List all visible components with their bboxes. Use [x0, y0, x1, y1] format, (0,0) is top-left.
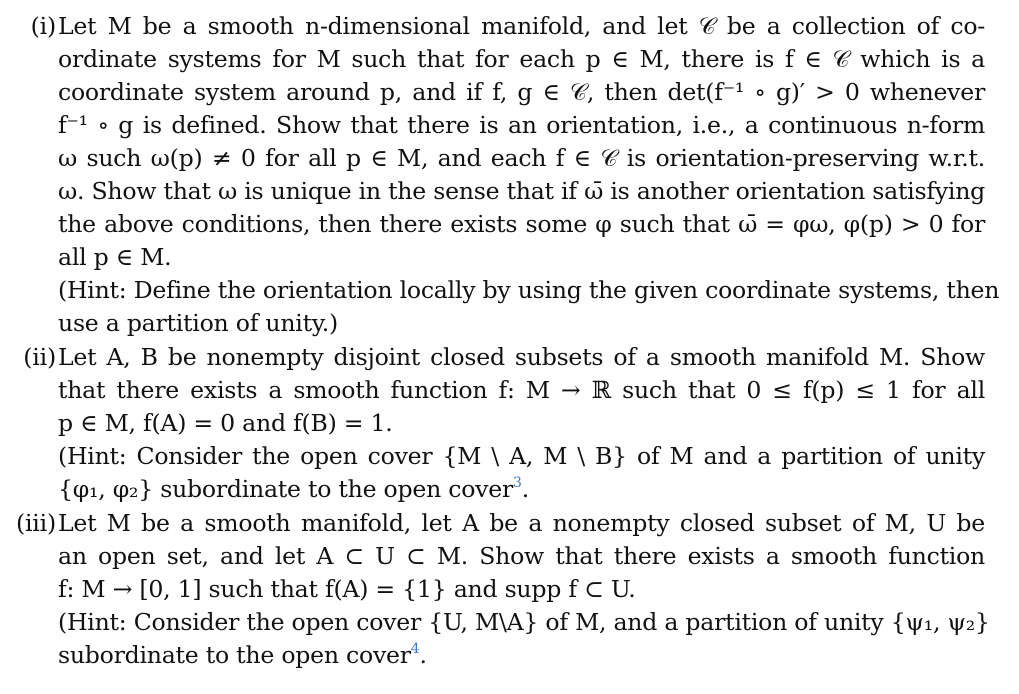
problem-text: ω such ω(p) ≠ 0 for all p ∈ M, and each f ∈ 𝒞 is orientation-preserving w.r.t. [58, 144, 985, 172]
problem-text: p ∈ M, f(A) = 0 and f(B) = 1. [58, 409, 393, 437]
problem-text-line [58, 407, 985, 440]
problem-text: (Hint: Consider the open cover {U, M\A} of M, and a partition of unity {ψ₁, ψ₂} [58, 608, 990, 636]
problem-text-line [58, 109, 985, 142]
problem-text-line [58, 440, 985, 473]
problem-text: f: M → [0, 1] such that f(A) = {1} and supp f ⊂ U. [58, 575, 636, 603]
problem-item [0, 341, 1019, 506]
problem-text: coordinate system around p, and if f, g ∈ 𝒞, then det(f⁻¹ ∘ g)′ > 0 whenever [58, 78, 985, 106]
problem-text: {φ₁, φ₂} subordinate to the open cover [58, 475, 514, 503]
problem-text: f⁻¹ ∘ g is defined. Show that there is an orientation, i.e., a continuous n-form [58, 111, 985, 139]
problem-text: an open set, and let A ⊂ U ⊂ M. Show that there exists a smooth function [58, 542, 985, 570]
problem-text-line [58, 274, 1000, 307]
problem-text-line [58, 473, 985, 506]
sentence-period: . [521, 475, 529, 503]
problem-text-line [58, 76, 985, 109]
problem-label: (ii) [23, 343, 56, 371]
problem-label: (iii) [15, 509, 56, 537]
problem-text-line [58, 341, 985, 374]
problem-list [0, 10, 1019, 673]
problem-text-line [58, 208, 985, 241]
problem-text-line [58, 307, 985, 340]
problem-text-line [58, 43, 985, 76]
problem-text: (Hint: Define the orientation locally by using the given coordinate systems, then [58, 276, 1000, 304]
problem-text: all p ∈ M. [58, 243, 172, 271]
problem-item [0, 507, 1019, 672]
problem-text: ordinate systems for M such that for each p ∈ M, there is f ∈ 𝒞 which is a [58, 45, 985, 73]
problem-label: (i) [30, 12, 56, 40]
problem-text-line [58, 507, 985, 540]
problem-text: subordinate to the open cover [58, 641, 411, 669]
problem-text-line [58, 639, 985, 672]
problem-text-line [58, 241, 985, 274]
problem-text-line [58, 142, 985, 175]
problem-text: use a partition of unity.) [58, 309, 338, 337]
problem-text: that there exists a smooth function f: M → ℝ such that 0 ≤ f(p) ≤ 1 for all [58, 376, 985, 404]
problem-text-line [58, 606, 990, 639]
problem-text-line [58, 10, 985, 43]
problem-text-line [58, 374, 985, 407]
problem-text: Let A, B be nonempty disjoint closed subsets of a smooth manifold M. Show [58, 343, 985, 371]
problem-text-line [58, 175, 985, 208]
problem-text: Let M be a smooth n-dimensional manifold, and let 𝒞 be a collection of co- [58, 12, 985, 40]
problem-text: the above conditions, then there exists some φ such that ω̄ = φω, φ(p) > 0 for [58, 210, 985, 238]
footnote-link[interactable]: 4 [410, 641, 420, 657]
problem-text: ω. Show that ω is unique in the sense that if ω̄ is another orientation satisfying [58, 177, 985, 205]
problem-item [0, 10, 1019, 340]
problem-text: (Hint: Consider the open cover {M \ A, M \ B} of M and a partition of unity [58, 442, 985, 470]
problem-text: Let M be a smooth manifold, let A be a nonempty closed subset of M, U be [58, 509, 985, 537]
problem-text-line [58, 573, 985, 606]
problem-text-line [58, 540, 985, 573]
sentence-period: . [419, 641, 427, 669]
footnote-link[interactable]: 3 [513, 475, 522, 491]
